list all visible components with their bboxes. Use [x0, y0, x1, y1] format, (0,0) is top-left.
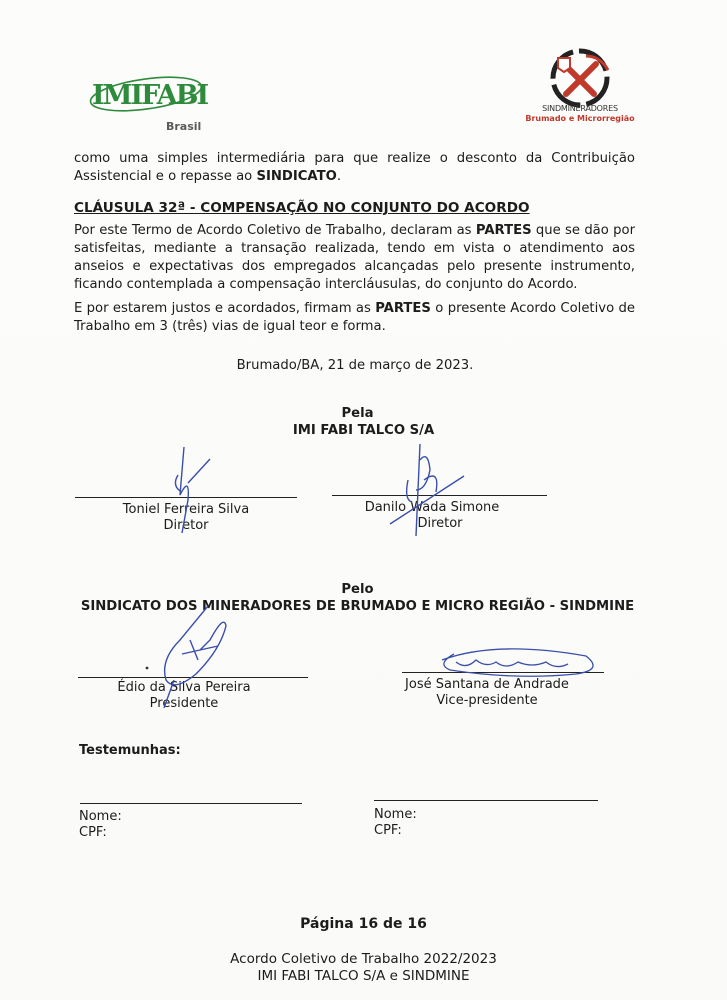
signatory-role: Vice-presidente	[436, 693, 538, 708]
footer-line-1: Acordo Coletivo de Trabalho 2022/2023	[230, 951, 497, 967]
signatory-role: Presidente	[149, 696, 219, 711]
signatory-role: Diretor	[417, 516, 463, 531]
intro-text-end: .	[336, 169, 342, 184]
witness-name-field[interactable]: Nome:	[374, 807, 417, 822]
place-date: Brumado/BA, 21 de março de 2023.	[236, 358, 474, 373]
pickaxe-shovel-icon	[520, 48, 640, 108]
closing-paragraph	[74, 300, 635, 336]
witnesses-title: Testemunhas:	[79, 743, 181, 758]
footer-line-2: IMI FABI TALCO S/A e SINDMINE	[257, 968, 470, 984]
sindmineradores-logo-subtitle: Brumado e Microrregião	[525, 114, 635, 123]
clause-paragraph	[74, 222, 635, 294]
sindmineradores-logo	[520, 48, 640, 140]
closing-text: E por estarem justos e acordados, firmam as	[74, 301, 376, 316]
closing-bold: PARTES	[375, 301, 431, 316]
clause-heading: CLÁUSULA 32ª - COMPENSAÇÃO NO CONJUNTO DO ACORDO	[74, 200, 530, 216]
company-name: IMI FABI TALCO S/A	[292, 423, 435, 438]
sindmineradores-logo-title: SINDMINERADORES	[542, 104, 618, 113]
signatory-role: Diretor	[163, 518, 209, 533]
imifabi-logo	[88, 72, 208, 138]
signatory-name: Toniel Ferreira Silva	[122, 502, 250, 517]
witness-signature-line	[80, 803, 302, 804]
signatory-name: Danilo Wada Simone	[364, 500, 500, 515]
witness-cpf-field[interactable]: CPF:	[374, 823, 402, 838]
signatory-name: José Santana de Andrade	[405, 677, 569, 692]
union-name: SINDICATO DOS MINERADORES DE BRUMADO E MICRO REGIÃO - SINDMINE	[80, 599, 635, 614]
imifabi-logo-mark	[88, 72, 208, 122]
intro-bold: SINDICATO	[256, 169, 337, 184]
witness-cpf-field[interactable]: CPF:	[79, 825, 107, 840]
closing-text-end: o presente Acordo Coletivo de Trabalho em 3 (três) vias de igual teor e forma.	[74, 301, 635, 334]
intro-paragraph	[74, 150, 635, 186]
signature-jose	[436, 640, 606, 680]
clause-text: Por este Termo de Acordo Coletivo de Trabalho, declaram as	[74, 223, 476, 238]
signature-danilo	[380, 440, 470, 540]
page-number: Página 16 de 16	[300, 916, 427, 932]
clause-bold: PARTES	[475, 223, 532, 238]
signature-edio	[140, 600, 240, 710]
signature-toniel	[170, 445, 230, 535]
witness-name-field[interactable]: Nome:	[79, 809, 122, 824]
intro-text: como uma simples intermediária para que realize o desconto da Contribuição Assistencial e o repasse ao	[74, 151, 635, 184]
clause-text-end: que se dão por satisfeitas, mediante a transação realizada, tendo em vista o atendimento aos anseios e expectativas dos empregados alcançadas pelo presente instrumento, ficando contemplada a compensação intercláusulas, do conjunto do Acordo.	[74, 223, 635, 292]
imifabi-logo-text: IMIFABI	[92, 80, 208, 111]
company-label: Pela	[341, 406, 374, 421]
imifabi-logo-subtitle: Brasil	[166, 120, 202, 133]
signatory-name: Édio da Silva Pereira	[117, 680, 251, 695]
union-label: Pelo	[341, 582, 374, 597]
witness-signature-line	[374, 800, 598, 801]
